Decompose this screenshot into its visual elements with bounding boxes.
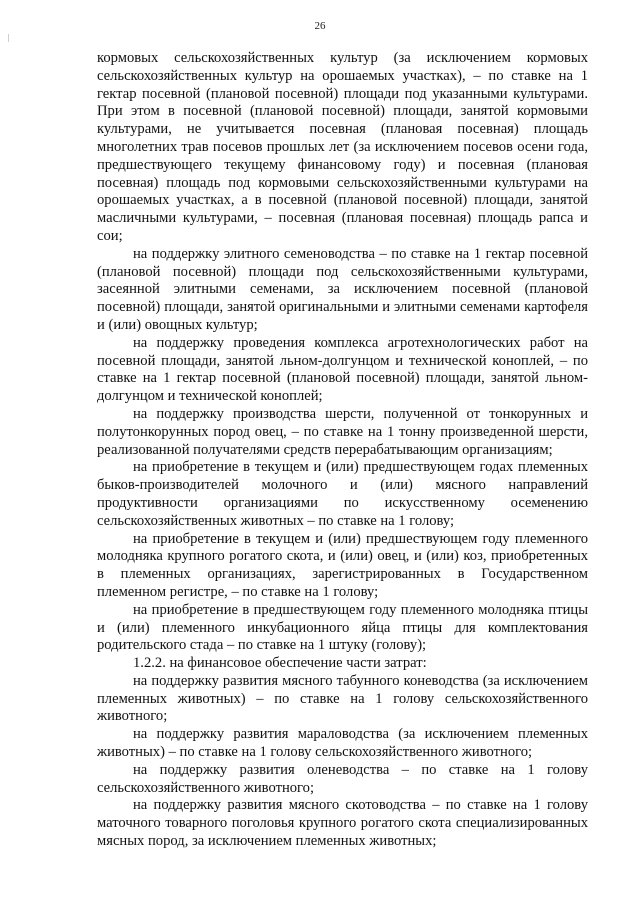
paragraph-breeding-bulls: на приобретение в текущем и (или) предшествующем годах племенных быков-производителей молочного и (или) мясного направлений продуктивности организациями по искусственному осеменению сельскохозяйственных животных – по ставке на 1 голову;	[97, 459, 588, 529]
paragraph-reindeer-breeding: на поддержку развития оленеводства – по ставке на 1 голову сельскохозяйственного животного;	[97, 761, 588, 796]
paragraph-breeding-young-cattle: на приобретение в текущем и (или) предшествующем году племенного молодняка крупного рогатого скота, и (или) овец, и (или) коз, приобретенных в племенных организациях, зарегистрированных в Государственном племенном регистре, – по ставке на 1 голову;	[97, 530, 588, 600]
paragraph-section-1-2-2: 1.2.2. на финансовое обеспечение части затрат:	[133, 655, 427, 672]
document-body	[97, 50, 588, 851]
paragraph-beef-cattle: на поддержку развития мясного скотоводства – по ставке на 1 голову маточного товарного поголовья крупного рогатого скота специализированных мясных пород, за исключением племенных животных;	[97, 797, 588, 850]
paragraph-horse-breeding: на поддержку развития мясного табунного коневодства (за исключением племенных животных) – по ставке на 1 голову сельскохозяйственного животного;	[97, 672, 588, 725]
paragraph-feed-crops: кормовых сельскохозяйственных культур (за исключением кормовых сельскохозяйственных культур на орошаемых участках), – по ставке на 1 гектар посевной (плановой посевной) площади под указанными культурами. При этом в посевной (плановой посевной) площади, занятой кормовыми культурами, не учитывается посевная (плановая посевная) площадь многолетних трав посевов прошлых лет (за исключением посевов осени года, предшествующего текущему финансовому году) и посевная (плановая посевная) площадь под кормовыми сельскохозяйственными культурами на орошаемых участках, а в посевной (плановой посевной) площади, занятой масличными культурами, – посевная (плановая посевная) площадь рапса и сои;	[97, 50, 588, 244]
paragraph-breeding-poultry: на приобретение в предшествующем году племенного молодняка птицы и (или) племенного инкубационного яйца птицы для комплектования родительского стада – по ставке на 1 штуку (голову);	[97, 601, 588, 654]
paragraph-flax-hemp: на поддержку проведения комплекса агротехнологических работ на посевной площади, занятой льном-долгунцом и технической коноплей, – по ставке на 1 гектар посевной (плановой посевной) площади, занятой льном-долгунцом и технической коноплей;	[97, 334, 588, 405]
paragraph-maral-breeding: на поддержку развития мараловодства (за исключением племенных животных) – по ставке на 1 голову сельскохозяйственного животного;	[97, 726, 588, 761]
paragraph-wool: на поддержку производства шерсти, полученной от тонкорунных и полутонкорунных пород овец, – по ставке на 1 тонну произведенной шерсти, реализованной получателями средств перерабатывающим организациям;	[97, 405, 588, 458]
page-number: 26	[314, 20, 326, 32]
paragraph-elite-seeds: на поддержку элитного семеноводства – по ставке на 1 гектар посевной (плановой посевной) площади под сельскохозяйственными культурами, засеянной элитными семенами, за исключением посевной (плановой посевной) площади, занятой оригинальными и элитными семенами картофеля и (или) овощных культур;	[97, 245, 588, 333]
scan-margin-mark	[8, 34, 9, 42]
